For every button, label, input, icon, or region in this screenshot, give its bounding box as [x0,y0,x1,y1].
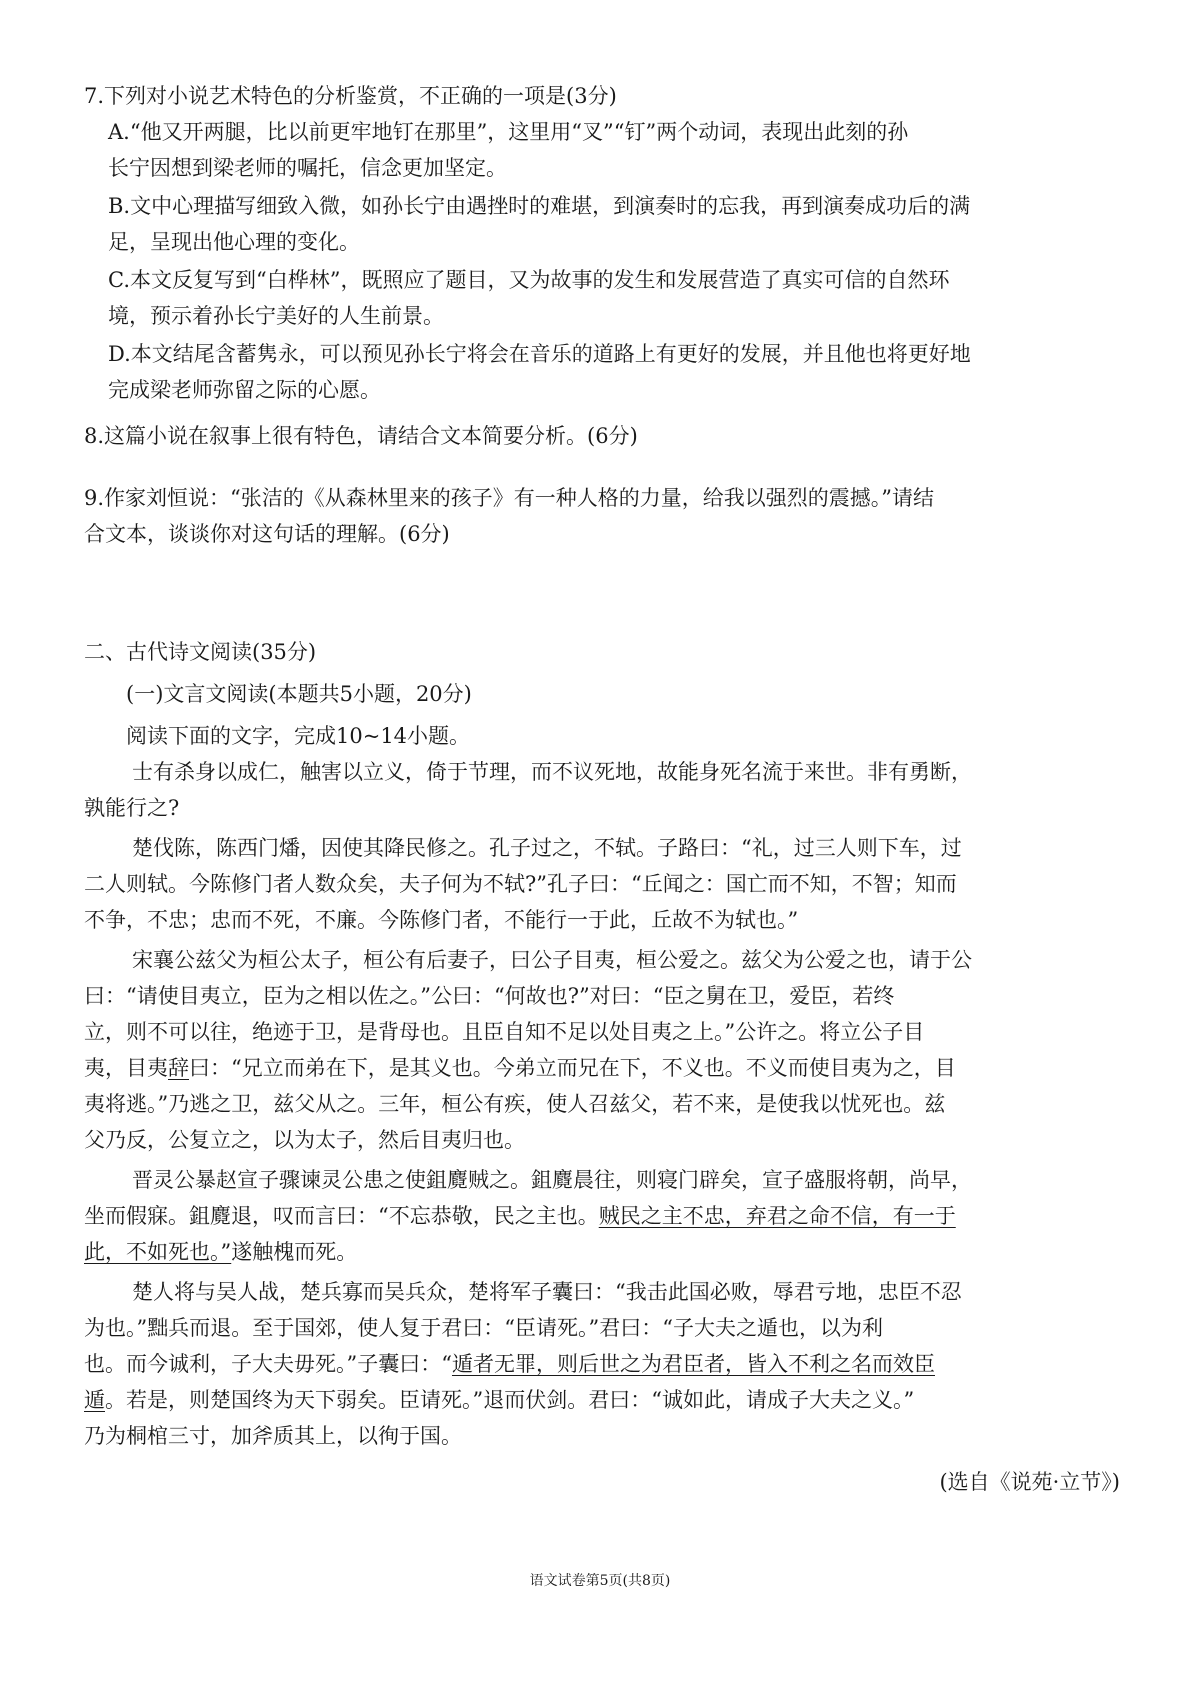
q9-stem-line1: 9.作家刘恒说：“张洁的《从森林里来的孩子》有一种人格的力量，给我以强烈的震撼。”请结 [84,486,935,510]
passage-text: 也。而今诚利，子大夫毋死。”子囊曰：“ [84,1352,452,1376]
q9-stem-line2: 合文本，谈谈你对这句话的理解。(6分) [84,522,450,546]
passage-p1-line2: 孰能行之? [84,796,180,820]
q7-option-d-line1: D.本文结尾含蓄隽永，可以预见孙长宁将会在音乐的道路上有更好的发展，并且他也将更好地 [108,342,971,366]
passage-p4-line3 [84,1234,357,1270]
passage-p3-line4 [84,1050,956,1086]
passage-p5-line2: 为也。”黜兵而退。至于国郊，使人复于君曰：“臣请死。”君曰：“子大夫之遁也，以为利 [84,1316,883,1340]
q7-option-a-line2: 长宁因想到梁老师的嘱托，信念更加坚定。 [108,156,507,180]
underlined-sentence: 遁者无罪，则后世之为君臣者，皆入不利之名而效臣 [451,1352,935,1376]
passage-p4-line1: 晋灵公暴赵宣子骤谏灵公患之使鉏麑贼之。鉏麑晨往，则寝门辟矣，宣子盛服将朝，尚早， [132,1168,972,1192]
passage-p5-line4 [84,1382,914,1418]
page-footer: 语文试卷第5页(共8页) [529,1573,671,1589]
passage-p2-line3: 不争，不忠；忠而不死，不廉。今陈修门者，不能行一于此，丘故不为轼也。” [84,908,799,932]
reading-instruction: 阅读下面的文字，完成10~14小题。 [126,724,471,748]
passage-text: 坐而假寐。鉏麑退，叹而言曰：“不忘恭敬，民之主也。 [84,1204,599,1228]
passage-p5-line3 [84,1346,935,1382]
passage-text: 曰：“兄立而弟在下，是其义也。今弟立而兄在下，不义也。不义而使目夷为之，目 [189,1056,956,1080]
passage-p3-line6: 父乃反，公复立之，以为太子，然后目夷归也。 [84,1128,525,1152]
passage-p3-line2: 曰：“请使目夷立，臣为之相以佐之。”公曰：“何故也?”对曰：“臣之舅在卫，爱臣，若终 [84,984,895,1008]
passage-p5-line5: 乃为桐棺三寸，加斧质其上，以徇于国。 [84,1424,462,1448]
q7-stem: 7.下列对小说艺术特色的分析鉴赏，不正确的一项是(3分) [84,84,617,108]
passage-p3-line1: 宋襄公兹父为桓公太子，桓公有后妻子，曰公子目夷，桓公爱之。兹父为公爱之也，请于公 [132,948,972,972]
passage-p3-line5: 夷将逃。”乃逃之卫，兹父从之。三年，桓公有疾，使人召兹父，若不来，是使我以忧死也。兹 [84,1092,946,1116]
passage-p2-line1: 楚伐陈，陈西门燔，因使其降民修之。孔子过之，不轼。子路曰：“礼，过三人则下车，过 [132,836,962,860]
underlined-sentence: 此，不如死也。” [84,1240,232,1264]
passage-source: (选自《说苑·立节》) [939,1470,1120,1494]
q7-option-b-line1: B.文中心理描写细致入微，如孙长宁由遇挫时的难堪，到演奏时的忘我，再到演奏成功后的满 [108,194,971,218]
q7-option-c-line1: C.本文反复写到“白桦林”，既照应了题目，又为故事的发生和发展营造了真实可信的自然环 [108,268,950,292]
q8-stem: 8.这篇小说在叙事上很有特色，请结合文本简要分析。(6分) [84,424,638,448]
passage-p3-line3: 立，则不可以往，绝迹于卫，是背母也。且臣自知不足以处目夷之上。”公许之。将立公子目 [84,1020,925,1044]
subsection-title: (一)文言文阅读(本题共5小题，20分) [126,682,472,706]
passage-text: 遂触槐而死。 [231,1240,358,1264]
q7-option-d-line2: 完成梁老师弥留之际的心愿。 [108,378,381,402]
underlined-sentence: 贼民之主不忠，弃君之命不信，有一于 [598,1204,956,1228]
underlined-sentence: 遁 [84,1388,105,1412]
passage-text: 夷，目夷 [84,1056,168,1080]
passage-p4-line2 [84,1198,956,1234]
underlined-word: 辞 [168,1056,189,1080]
passage-p2-line2: 二人则轼。今陈修门者人数众矣，夫子何为不轼?”孔子曰：“丘闻之：国亡而不知，不智；知而 [84,872,957,896]
passage-text: 。若是，则楚国终为天下弱矣。臣请死。”退而伏剑。君曰：“诚如此，请成子大夫之义。” [105,1388,915,1412]
q7-option-c-line2: 境，预示着孙长宁美好的人生前景。 [108,304,444,328]
passage-p5-line1: 楚人将与吴人战，楚兵寡而吴兵众，楚将军子囊曰：“我击此国必败，辱君亏地，忠臣不忍 [132,1280,962,1304]
passage-p1-line1: 士有杀身以成仁，触害以立义，倚于节理，而不议死地，故能身死名流于来世。非有勇断， [132,760,972,784]
q7-option-b-line2: 足，呈现出他心理的变化。 [108,230,360,254]
q7-option-a-line1: A.“他又开两腿，比以前更牢地钉在那里”，这里用“叉”“钉”两个动词，表现出此刻的孙 [108,120,909,144]
section-title: 二、古代诗文阅读(35分) [84,640,317,664]
